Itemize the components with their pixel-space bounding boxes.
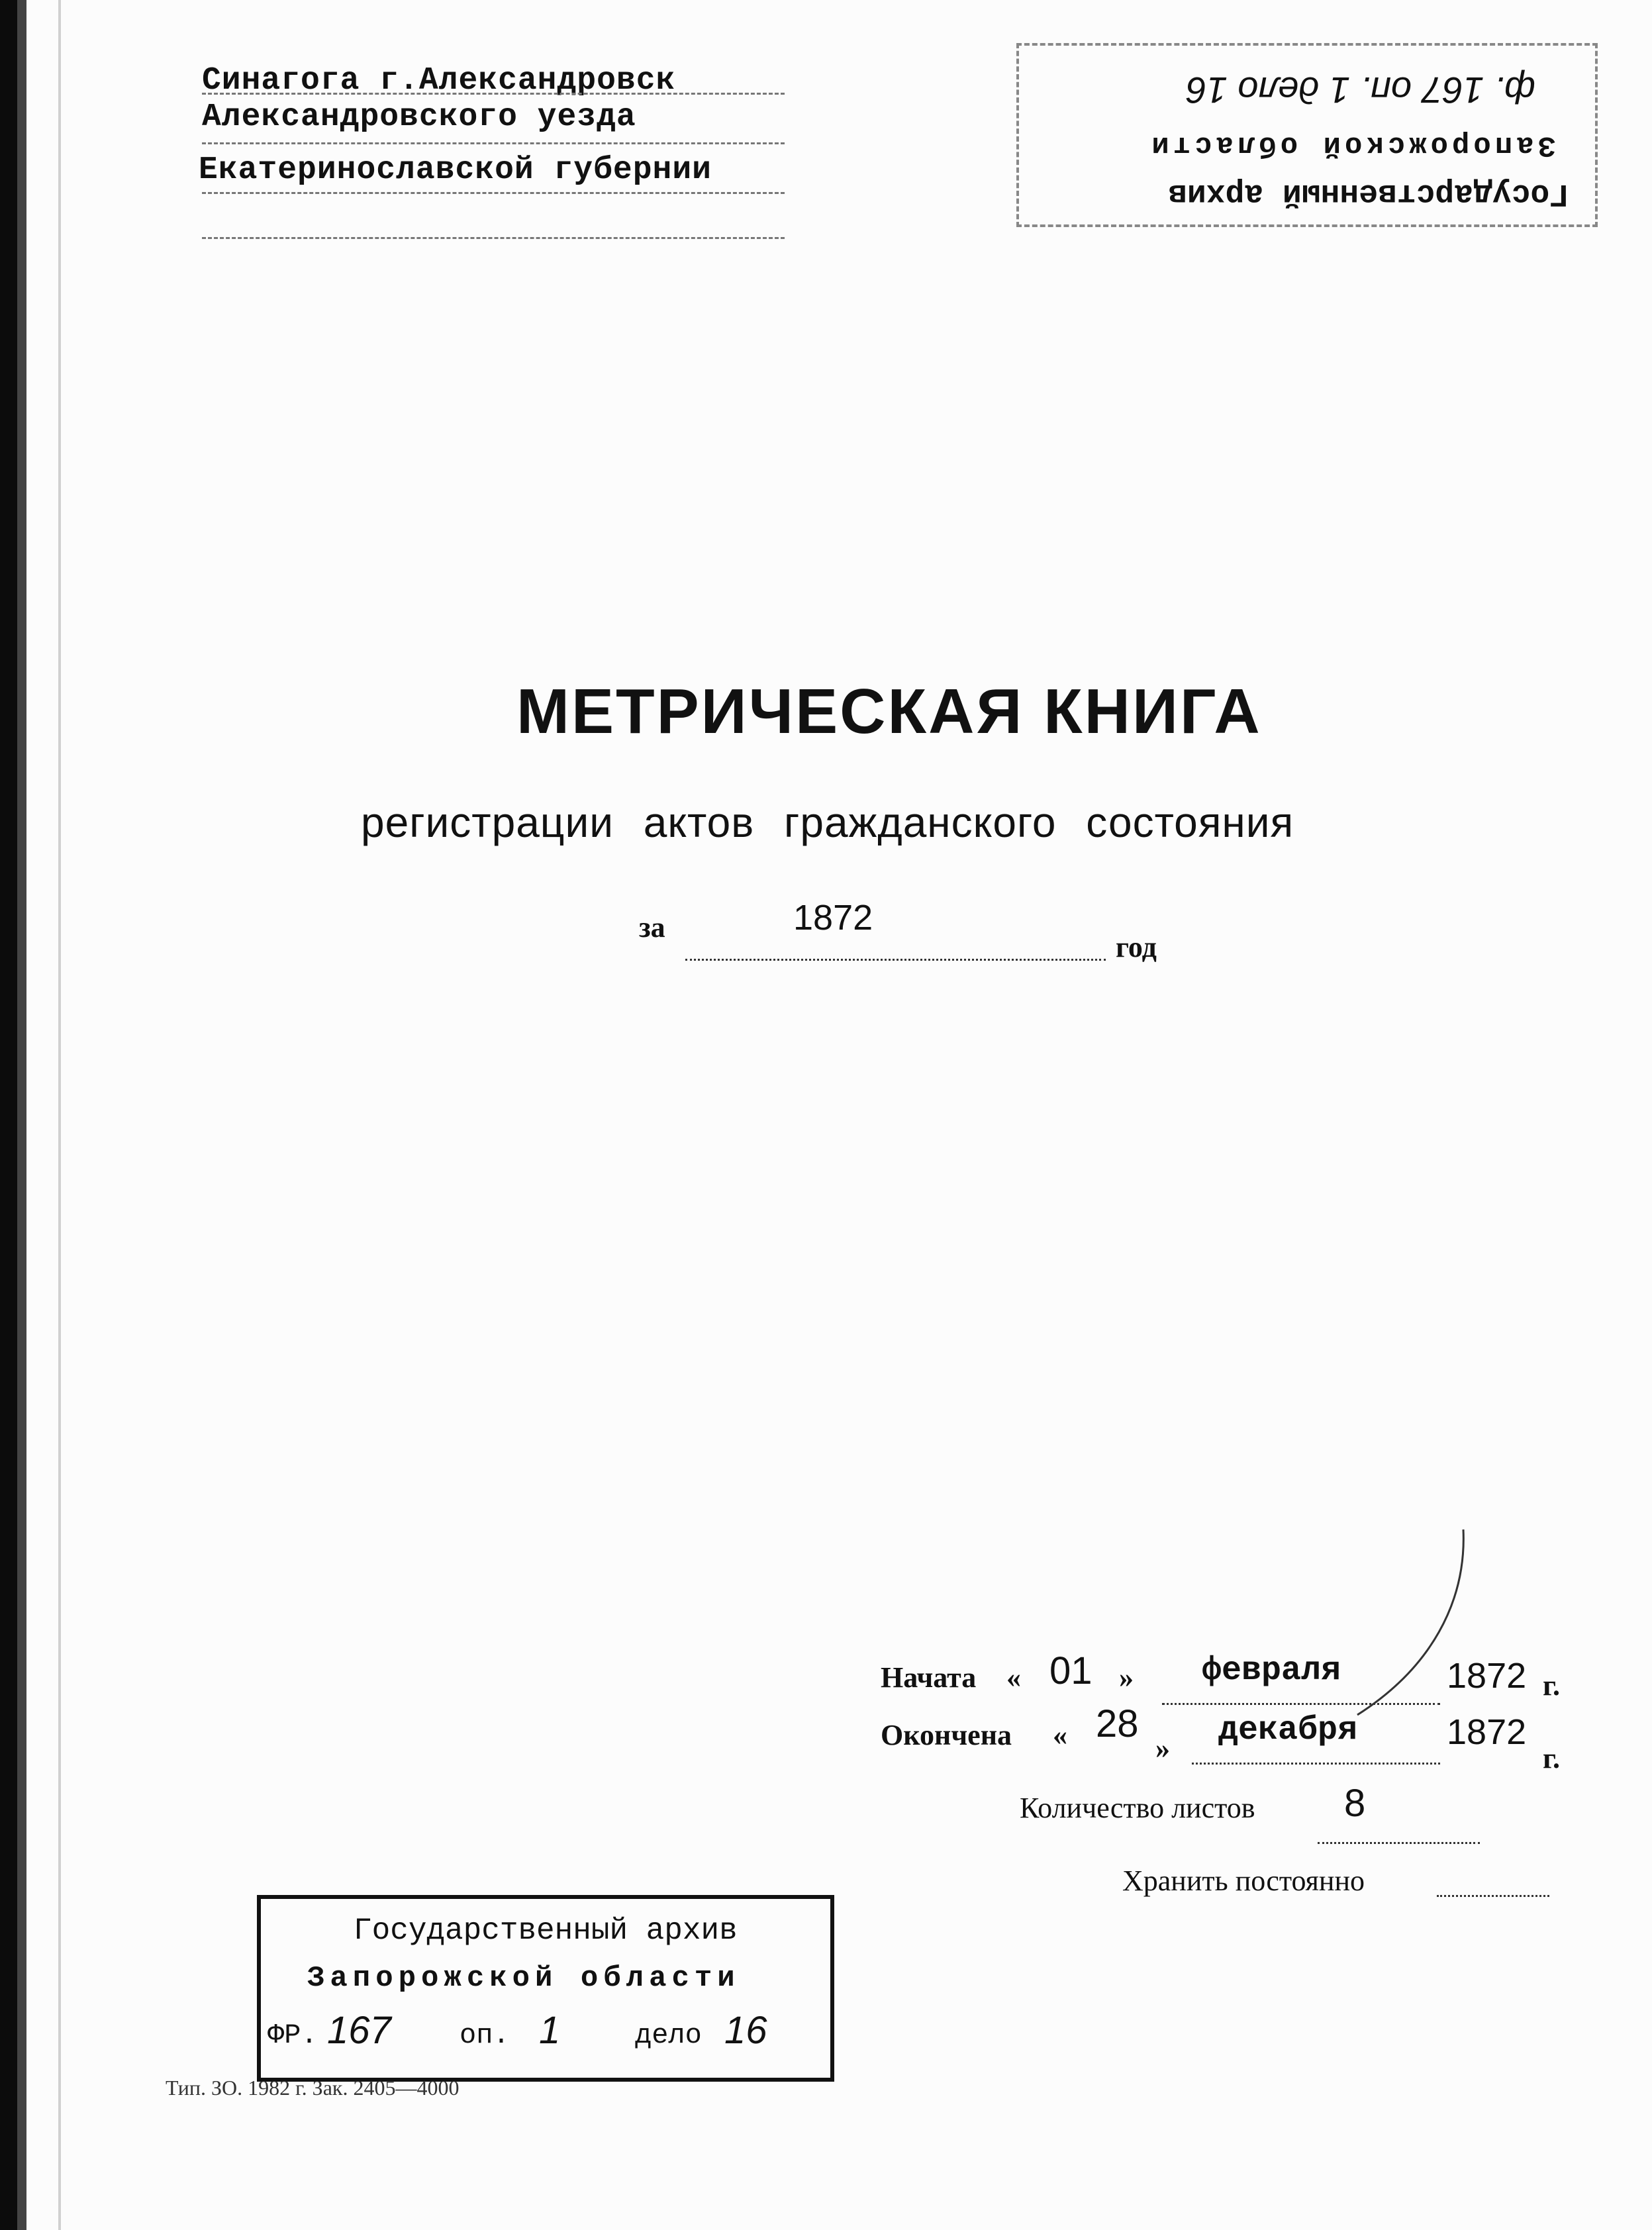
top-stamp-line-3: ф. 167 оп. 1 дело 16 <box>1186 70 1535 111</box>
header-line-2: Александровского уезда <box>202 99 636 135</box>
end-year: 1872 <box>1447 1712 1527 1752</box>
archive-stamp-line-1: Государственный архив <box>354 1914 738 1948</box>
end-close-quote: » <box>1155 1732 1170 1765</box>
archive-opis-value: 1 <box>539 2009 561 2052</box>
sheets-label: Количество листов <box>1020 1792 1255 1824</box>
end-label: Окончена <box>881 1719 1012 1751</box>
header-rule-1 <box>202 93 785 95</box>
archive-delo-label: дело <box>635 2019 702 2051</box>
start-label: Начата <box>881 1661 977 1694</box>
start-year: 1872 <box>1447 1656 1527 1696</box>
header-line-3: Екатеринославской губернии <box>199 152 712 188</box>
end-month: декабря <box>1218 1712 1358 1749</box>
top-stamp-line-1: Государственный архив <box>1168 175 1569 211</box>
header-rule-3 <box>202 192 785 194</box>
binding-edge <box>0 0 17 2230</box>
top-stamp-line-2: Запорожской области <box>1147 128 1555 162</box>
start-day: 01 <box>1049 1649 1093 1692</box>
sheets-value: 8 <box>1344 1782 1366 1825</box>
year-underline <box>685 959 1106 961</box>
start-open-quote: « <box>1006 1661 1021 1694</box>
start-month-underline <box>1162 1703 1440 1705</box>
archive-opis-label: оп. <box>460 2019 510 2051</box>
document-subtitle: регистрации актов гражданского состояния <box>361 799 1294 846</box>
end-open-quote: « <box>1053 1719 1067 1751</box>
year-suffix-label: год <box>1116 931 1157 963</box>
header-line-1: Синагога г.Александровск <box>202 63 676 99</box>
archive-delo-value: 16 <box>724 2009 767 2052</box>
keep-label: Хранить постоянно <box>1122 1865 1365 1897</box>
binding-shadow <box>17 0 26 2230</box>
end-month-underline <box>1192 1763 1440 1765</box>
sheets-underline <box>1318 1842 1480 1844</box>
top-archive-stamp <box>1016 43 1598 227</box>
document-title: МЕТРИЧЕСКАЯ КНИГА <box>516 676 1262 747</box>
year-value: 1872 <box>793 898 873 938</box>
page-fold <box>58 0 61 2230</box>
archive-stamp <box>257 1895 834 2082</box>
printing-imprint: Тип. ЗО. 1982 г. Зак. 2405—4000 <box>166 2076 460 2100</box>
end-year-suffix: г. <box>1543 1742 1561 1774</box>
header-rule-4 <box>202 237 785 239</box>
header-rule-2 <box>202 142 785 144</box>
year-prefix-label: за <box>639 911 665 944</box>
archive-fond-label: ФР. <box>267 2019 318 2051</box>
keep-underline <box>1437 1895 1549 1897</box>
start-close-quote: » <box>1119 1661 1134 1694</box>
archive-fond-value: 167 <box>327 2009 391 2052</box>
archive-stamp-line-2: Запорожской области <box>307 1962 740 1995</box>
start-month: февраля <box>1202 1652 1341 1690</box>
start-year-suffix: г. <box>1543 1669 1561 1702</box>
end-day: 28 <box>1096 1702 1139 1745</box>
